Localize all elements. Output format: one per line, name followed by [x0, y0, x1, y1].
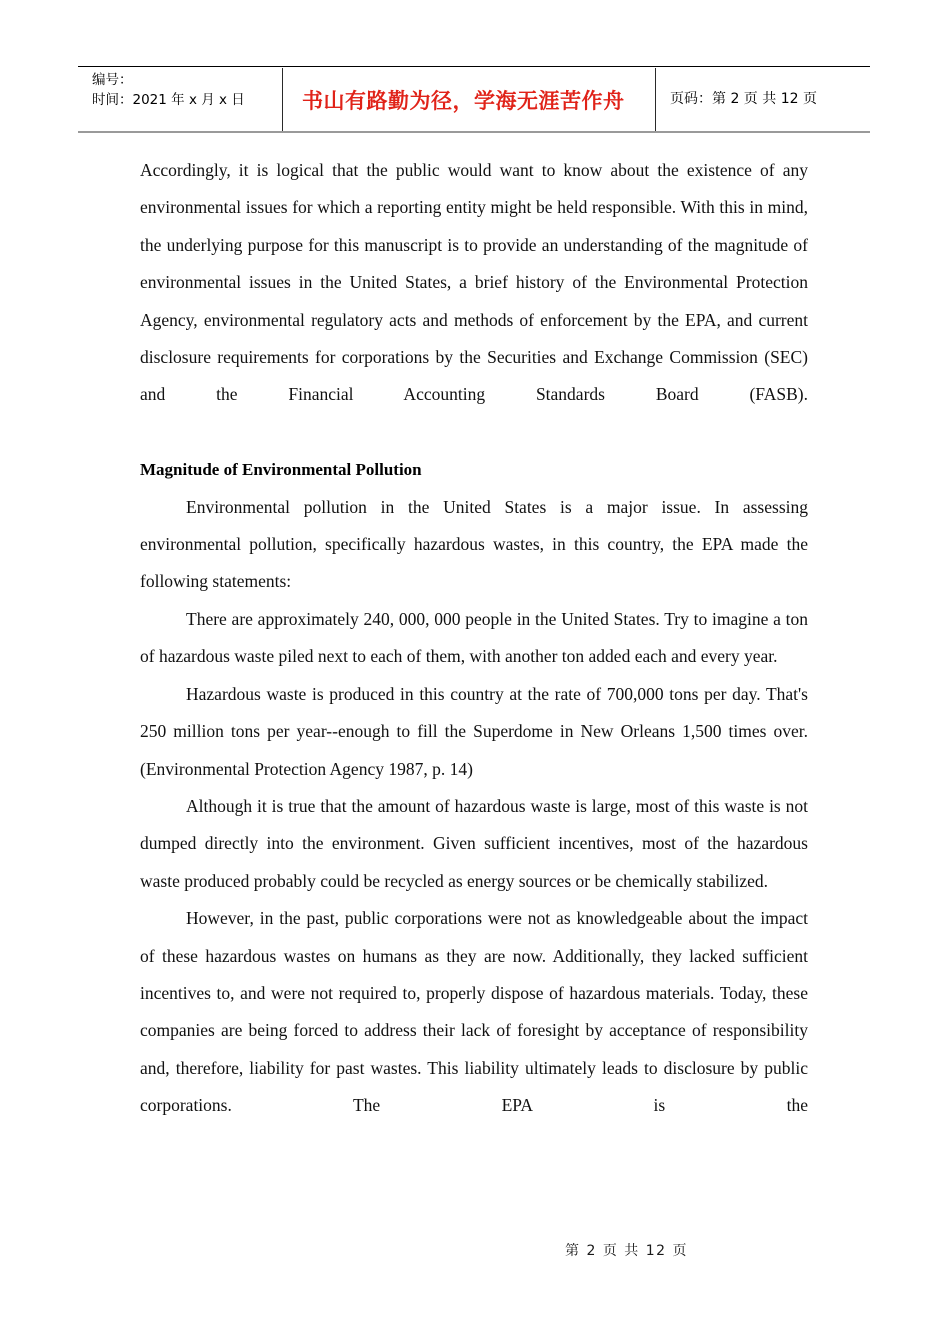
header-id-label: 编号：	[92, 72, 133, 88]
header-date-label: 时间：2021 年 x 月 x 日	[92, 91, 245, 108]
header-table-divider-2	[655, 68, 656, 131]
page-footer: 第 2 页 共 12 页	[565, 1243, 688, 1259]
paragraph-population-estimate: There are approximately 240, 000, 000 people in the United States. Try to imagine a ton of hazardous waste piled next to each of them, with another ton added each and every year.	[140, 608, 808, 667]
paragraph-waste-recycling: Although it is true that the amount of hazardous waste is large, most of this waste is not dumped directly into the environment. Given sufficient incentives, most of the hazardous waste produced probably could be recycled as energy sources or be chemically stabilized.	[140, 795, 808, 891]
header-page-number: 页码：第 2 页 共 12 页	[670, 91, 817, 107]
header-motto: 书山有路勤为径，学海无涯苦作舟	[302, 88, 625, 113]
paragraph-waste-rate: Hazardous waste is produced in this country at the rate of 700,000 tons per day. That's 250 million tons per year--enough to fill the Superdome in New Orleans 1,500 times over. (Environmental Protection Agency 1987, p. 14)	[140, 683, 808, 779]
document-body	[140, 152, 808, 1162]
header-table-bottom-border	[78, 131, 870, 133]
paragraph-accordingly: Accordingly, it is logical that the public would want to know about the existence of any environmental issues for which a reporting entity might be held responsible. With this in mind, the underlying purpose for this manuscript is to provide an understanding of the magnitude of environmental issues in the United States, a brief history of the Environmental Protection Agency, environmental regulatory acts and methods of enforcement by the EPA, and current disclosure requirements for corporations by the Securities and Exchange Commission (SEC) and the Financial Accounting Standards Board (FASB).	[140, 160, 808, 405]
header-table-divider-1	[282, 68, 283, 131]
paragraph-corporate-knowledge: However, in the past, public corporations were not as knowledgeable about the impact of these hazardous wastes on humans as they are now. Additionally, they lacked sufficient incentives to, and were not required to, properly dispose of hazardous materials. Today, these companies are being forced to address their lack of foresight by acceptance of responsibility and, therefore, liability for past wastes. This liability ultimately leads to disclosure by public corporations. The EPA is the	[140, 908, 808, 1116]
header-table-top-border	[78, 66, 870, 67]
header-id-date-cell	[92, 71, 245, 110]
section-heading-magnitude: Magnitude of Environmental Pollution	[140, 460, 422, 480]
paragraph-environmental-pollution: Environmental pollution in the United States is a major issue. In assessing environmental pollution, specifically hazardous wastes, in this country, the EPA made the following statements:	[140, 496, 808, 592]
